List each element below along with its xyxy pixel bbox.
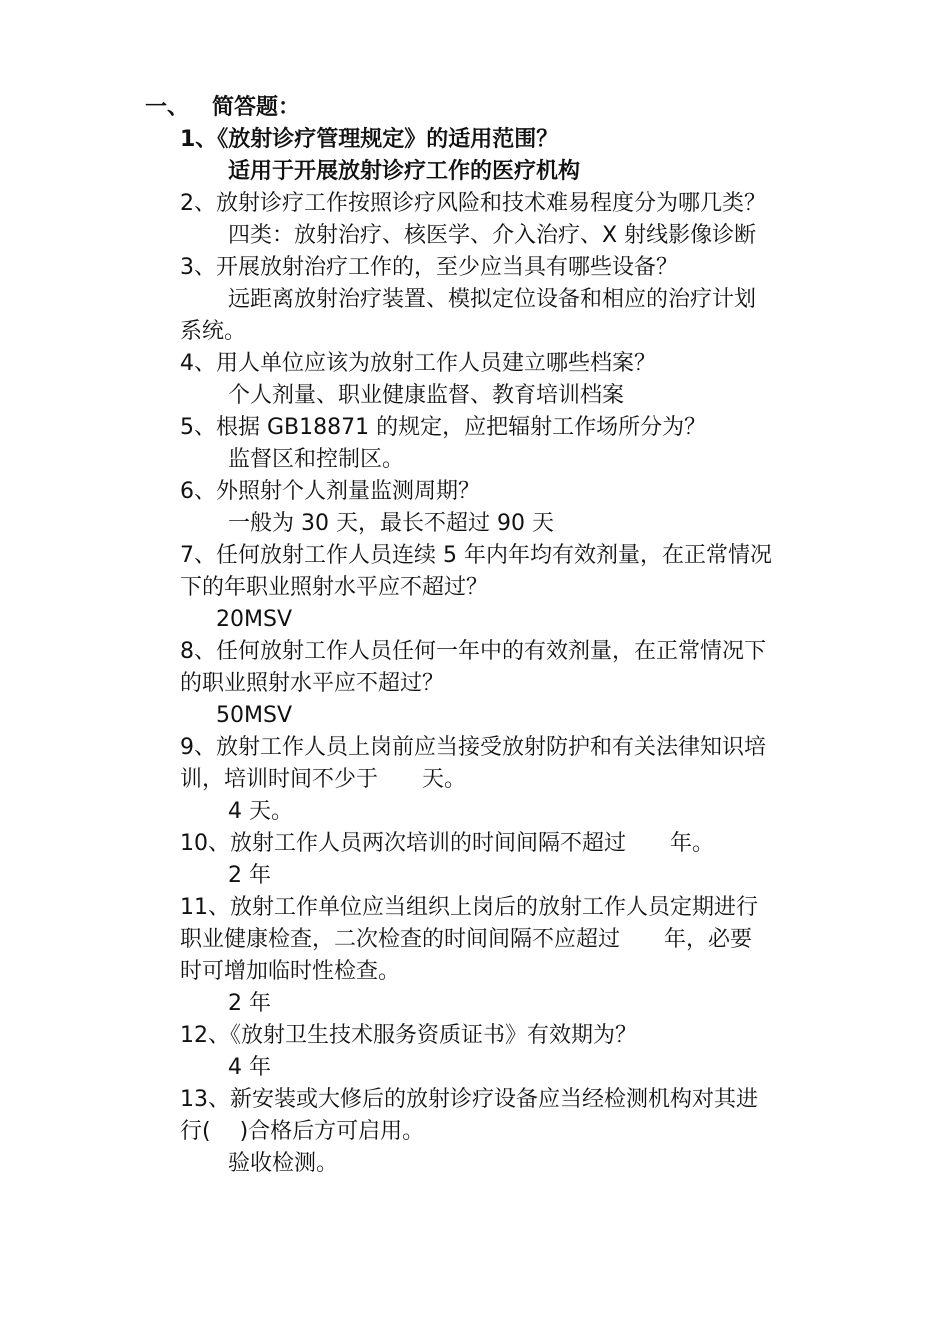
question-3: 3、开展放射治疗工作的，至少应当具有哪些设备？ <box>180 255 678 280</box>
answer-6: 一般为 30 天，最长不超过 90 天 <box>228 511 554 536</box>
answer-2: 四类：放射治疗、核医学、介入治疗、X 射线影像诊断 <box>228 223 757 248</box>
question-7-line-2: 下的年职业照射水平应不超过？ <box>180 575 489 600</box>
answer-3-line-2: 系统。 <box>180 319 247 344</box>
question-13-line-1: 13、新安装或大修后的放射诊疗设备应当经检测机构对其进 <box>180 1087 758 1112</box>
question-5: 5、根据 GB18871 的规定，应把辐射工作场所分为？ <box>180 415 707 440</box>
answer-3-line-1: 远距离放射治疗装置、模拟定位设备和相应的治疗计划 <box>228 287 757 312</box>
question-12: 12、《放射卫生技术服务资质证书》有效期为？ <box>180 1023 637 1048</box>
answer-13: 验收检测。 <box>228 1151 339 1176</box>
answer-11: 2 年 <box>228 991 271 1016</box>
question-9-line-2: 训，培训时间不少于 天。 <box>180 767 467 792</box>
question-9-line-1: 9、放射工作人员上岗前应当接受放射防护和有关法律知识培 <box>180 735 766 760</box>
answer-9: 4 天。 <box>228 799 293 824</box>
section-title: 简答题： <box>212 95 301 120</box>
answer-12: 4 年 <box>228 1055 271 1080</box>
question-11-line-3: 时可增加临时性检查。 <box>180 959 401 984</box>
question-6: 6、外照射个人剂量监测周期？ <box>180 479 480 504</box>
question-4: 4、用人单位应该为放射工作人员建立哪些档案？ <box>180 351 656 376</box>
question-1: 1、《放射诊疗管理规定》的适用范围？ <box>180 127 559 152</box>
answer-5: 监督区和控制区。 <box>228 447 405 472</box>
question-2: 2、放射诊疗工作按照诊疗风险和技术难易程度分为哪几类？ <box>180 191 766 216</box>
question-8-line-2: 的职业照射水平应不超过？ <box>180 671 445 696</box>
answer-8: 50MSV <box>216 703 292 728</box>
answer-4: 个人剂量、职业健康监督、教育培训档案 <box>228 383 625 408</box>
answer-1: 适用于开展放射诊疗工作的医疗机构 <box>228 159 581 184</box>
question-10: 10、放射工作人员两次培训的时间间隔不超过 年。 <box>180 831 714 856</box>
question-7-line-1: 7、任何放射工作人员连续 5 年内年均有效剂量，在正常情况 <box>180 543 772 568</box>
question-8-line-1: 8、任何放射工作人员任何一年中的有效剂量，在正常情况下 <box>180 639 766 664</box>
section-number: 一、 <box>145 95 190 120</box>
answer-10: 2 年 <box>228 863 271 888</box>
question-11-line-2: 职业健康检查，二次检查的时间间隔不应超过 年，必要 <box>180 927 753 952</box>
answer-7: 20MSV <box>216 607 292 632</box>
question-13-line-2: 行( )合格后方可启用。 <box>180 1119 425 1144</box>
question-11-line-1: 11、放射工作单位应当组织上岗后的放射工作人员定期进行 <box>180 895 758 920</box>
